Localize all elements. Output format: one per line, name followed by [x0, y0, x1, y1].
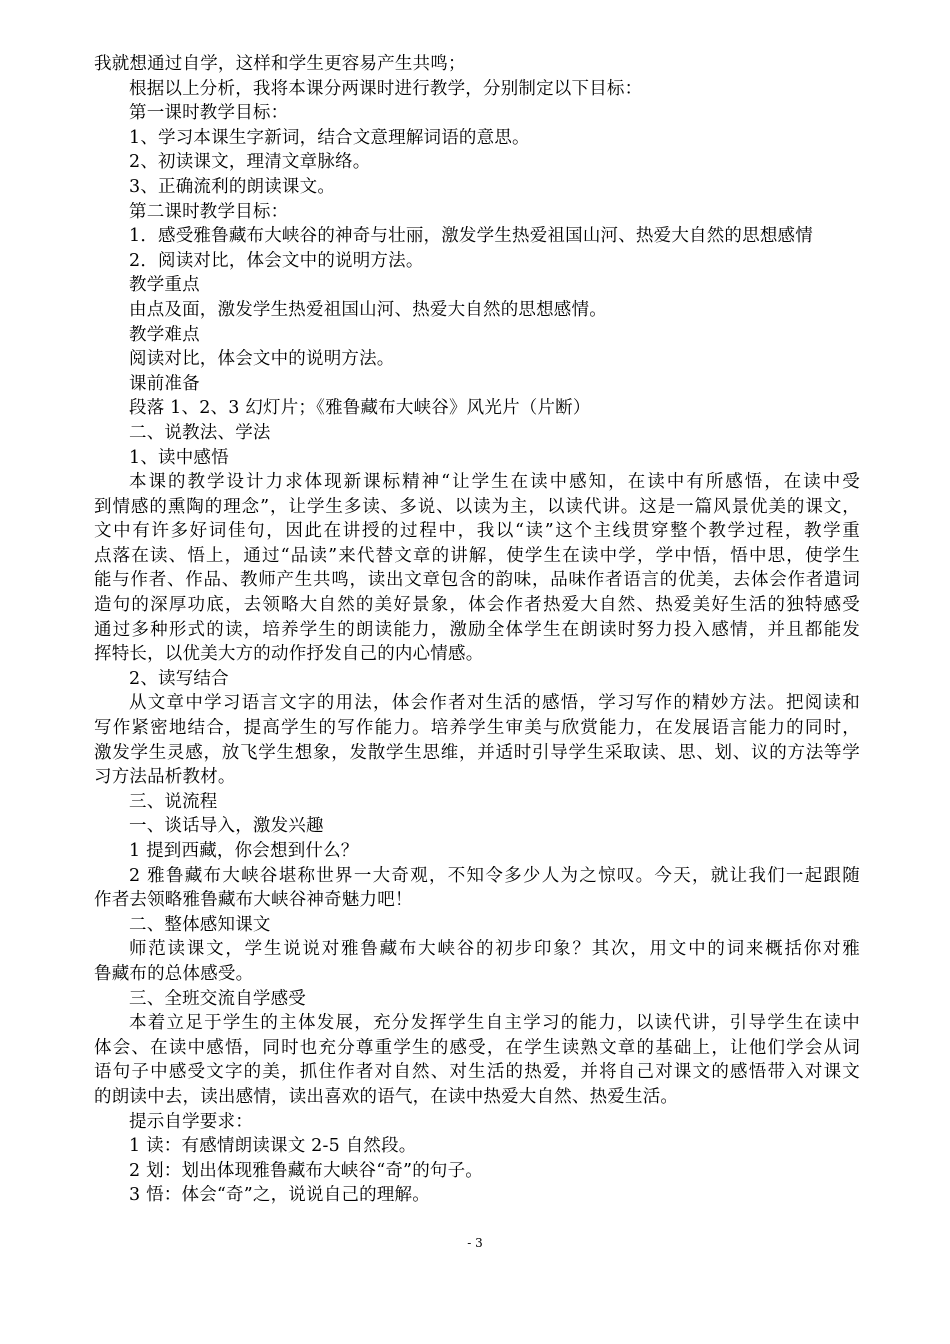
text-line: 教学重点 [129, 275, 200, 296]
text-line: 段落 1、2、3 幻灯片；《雅鲁藏布大峡谷》风光片（片断） [129, 398, 591, 419]
text-line: 一、谈话导入，激发兴趣 [129, 816, 324, 837]
text-line: 2、初读课文，理清文章脉络。 [129, 152, 371, 173]
text-line: 写作紧密地结合，提高学生的写作能力。培养学生审美与欣赏能力，在发展语言能力的同时， [94, 718, 860, 739]
document-body [94, 52, 860, 1208]
text-line: 2 划：划出体现雅鲁藏布大峡谷“奇”的句子。 [129, 1160, 483, 1181]
text-line: 师范读课文，学生说说对雅鲁藏布大峡谷的初步印象？其次，用文中的词来概括你对雅 [129, 939, 860, 960]
text-line: 阅读对比，体会文中的说明方法。 [129, 349, 395, 370]
text-line: 能与作者、作品、教师产生共鸣，读出文章包含的韵味，品味作者语言的优美，去体会作者遣词 [94, 570, 860, 591]
text-line: 二、说教法、学法 [129, 422, 271, 443]
text-line: 2 雅鲁藏布大峡谷堪称世界一大奇观，不知令多少人为之惊叹。今天，就让我们一起跟随 [129, 865, 860, 886]
text-line: 3、正确流利的朗读课文。 [129, 176, 336, 197]
text-line: 教学难点 [129, 324, 200, 345]
text-line: 文中有许多好词佳句，因此在讲授的过程中，我以“读”这个主线贯穿整个教学过程，教学重 [94, 521, 860, 542]
text-line: 二、整体感知课文 [129, 914, 271, 935]
text-line: 体会、在读中感悟，同时也充分尊重学生的感受，在学生读熟文章的基础上，让他们学会从词 [94, 1037, 860, 1058]
text-line: 2．阅读对比，体会文中的说明方法。 [129, 250, 424, 271]
text-line: 2、读写结合 [129, 668, 229, 689]
page-number: - 3 [467, 1236, 483, 1250]
text-line: 三、说流程 [129, 791, 218, 812]
text-line: 挥特长，以优美大方的动作抒发自己的内心情感。 [94, 644, 484, 665]
text-line: 1、读中感悟 [129, 447, 229, 468]
text-line: 我就想通过自学，这样和学生更容易产生共鸣； [94, 54, 466, 74]
text-line: 通过多种形式的读，培养学生的朗读能力，激励全体学生在朗读时努力投入感情，并且都能发 [94, 619, 860, 640]
text-line: 本着立足于学生的主体发展，充分发挥学生自主学习的能力，以读代讲，引导学生在读中 [129, 1013, 860, 1034]
text-line: 1 读：有感情朗读课文 2-5 自然段。 [129, 1136, 417, 1157]
text-line: 第二课时教学目标： [129, 201, 289, 222]
text-line: 根据以上分析，我将本课分两课时进行教学，分别制定以下目标： [129, 78, 643, 99]
text-line: 的朗读中去，读出感情，读出喜欢的语气，在读中热爱大自然、热爱生活。 [94, 1086, 679, 1107]
text-line: 1．感受雅鲁藏布大峡谷的神奇与壮丽，激发学生热爱祖国山河、热爱大自然的思想感情 [129, 226, 813, 247]
text-line: 造句的深厚功底，去领略大自然的美好景象，体会作者热爱大自然、热爱美好生活的独特感受 [94, 595, 860, 616]
text-line: 课前准备 [129, 373, 200, 394]
text-line: 由点及面，激发学生热爱祖国山河、热爱大自然的思想感情。 [129, 299, 607, 320]
text-line: 本课的教学设计力求体现新课标精神“让学生在读中感知，在读中有所感悟，在读中受 [129, 472, 860, 493]
text-line: 三、全班交流自学感受 [129, 988, 306, 1009]
text-line: 第一课时教学目标： [129, 103, 289, 124]
text-line: 习方法品析教材。 [94, 767, 236, 788]
text-line: 语句子中感受文字的美，抓住作者对自然、对生活的热爱，并将自己对课文的感悟带入对课文 [94, 1062, 860, 1083]
text-line: 提示自学要求： [129, 1111, 253, 1132]
text-line: 点落在读、悟上，通过“品读”来代替文章的讲解，使学生在读中学，学中悟，悟中思，使学生 [94, 545, 860, 566]
text-line: 从文章中学习语言文字的用法，体会作者对生活的感悟，学习写作的精妙方法。把阅读和 [129, 693, 860, 714]
text-line: 作者去领略雅鲁藏布大峡谷神奇魅力吧！ [94, 890, 413, 911]
text-line: 1、学习本课生字新词，结合文意理解词语的意思。 [129, 127, 530, 148]
text-line: 3 悟：体会“奇”之，说说自己的理解。 [129, 1185, 430, 1206]
text-line: 激发学生灵感，放飞学生想象，发散学生思维，并适时引导学生采取读、思、划、议的方法等学 [94, 742, 860, 763]
text-line: 到情感的熏陶的理念”，让学生多读、多说、以读为主，以读代讲。这是一篇风景优美的课文， [94, 496, 860, 517]
text-line: 1 提到西藏，你会想到什么？ [129, 841, 359, 861]
text-line: 鲁藏布的总体感受。 [94, 963, 254, 984]
